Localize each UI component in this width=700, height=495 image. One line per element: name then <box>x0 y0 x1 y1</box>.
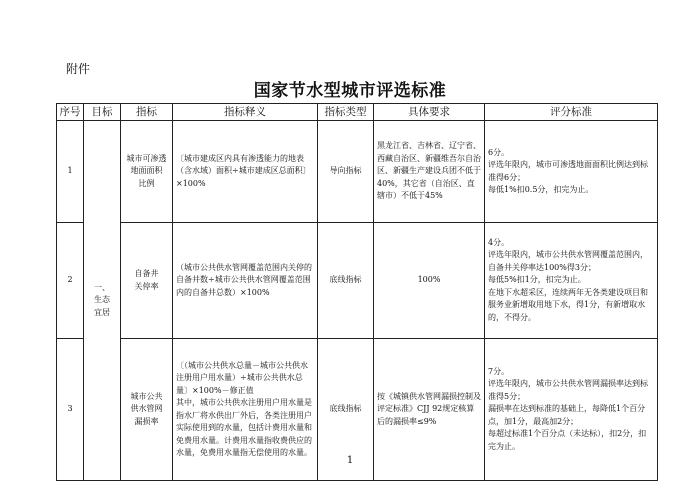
row-no: 1 <box>57 121 84 223</box>
row-no: 3 <box>57 339 84 481</box>
header-definition: 指标释义 <box>173 104 318 121</box>
attachment-label: 附件 <box>66 62 91 76</box>
goal-cell: 一、 生态 宜居 <box>84 121 121 481</box>
row-scoring: 7分。 评选年限内，城市公共供水管网漏损率达到标准得5分； 漏损率在达到标准的基础上，每降低1个百分点，加1分，最高加2分； 每超过标准1个百分点（未达标），扣2分，扣完为止。 <box>485 339 658 481</box>
page-number: 1 <box>346 455 354 466</box>
row-definition: （城市公共供水管网覆盖范围内关停的自备井数÷城市公共供水管网覆盖范围内的自备井总数）×100% <box>173 223 318 339</box>
row-requirement: 黑龙江省、吉林省、辽宁省、西藏自治区、新疆维吾尔自治区、新疆生产建设兵团不低于40%，其它省（自治区、直辖市）不低于45% <box>374 121 485 223</box>
row-scoring: 6分。 评选年限内，城市可渗透地面面积比例达到标准得6分； 每低1%扣0.5分，扣完为止。 <box>485 121 658 223</box>
header-scoring: 评分标准 <box>485 104 658 121</box>
row-requirement: 100% <box>374 223 485 339</box>
table-header-row <box>57 104 658 121</box>
header-no: 序号 <box>57 104 84 121</box>
header-goal: 目标 <box>84 104 121 121</box>
row-definition: 〔城市建成区内具有渗透能力的地表（含水域）面积÷城市建成区总面积〕×100% <box>173 121 318 223</box>
row-type: 导向指标 <box>318 121 374 223</box>
row-indicator: 城市可渗透 地面面积 比例 <box>121 121 173 223</box>
header-type: 指标类型 <box>318 104 374 121</box>
row-type: 底线指标 <box>318 339 374 481</box>
row-definition: 〔（城市公共供水总量－城市公共供水注册用户用水量）÷城市公共供水总量〕×100%－修正值 其中，城市公共供水注册用户用水量是指水厂将水供出厂外后，各类注册用户实际使用到的水量，包括计费用水量和免费用水量。计费用水量指收费供应的水量，免费用水量指无偿使用的水量。 <box>173 339 318 481</box>
row-requirement: 按《城镇供水管网漏损控制及评定标准》CJJ 92规定核算后的漏损率≤9% <box>374 339 485 481</box>
row-type: 底线指标 <box>318 223 374 339</box>
table-row <box>57 223 658 339</box>
page-title: 国家节水型城市评选标准 <box>253 81 447 101</box>
header-requirement: 具体要求 <box>374 104 485 121</box>
row-no: 2 <box>57 223 84 339</box>
row-indicator: 城市公共 供水管网 漏损率 <box>121 339 173 481</box>
row-scoring: 4分。 评选年限内，城市公共供水管网覆盖范围内，自备井关停率达100%得3分； 每低5%扣1分，扣完为止。 在地下水超采区，连续两年无各类建设项目和服务业新增取用地下水，得1分，有新增取水的，不得分。 <box>485 223 658 339</box>
row-indicator: 自备井 关停率 <box>121 223 173 339</box>
table-row <box>57 121 658 223</box>
standards-table <box>56 103 658 481</box>
header-indicator: 指标 <box>121 104 173 121</box>
